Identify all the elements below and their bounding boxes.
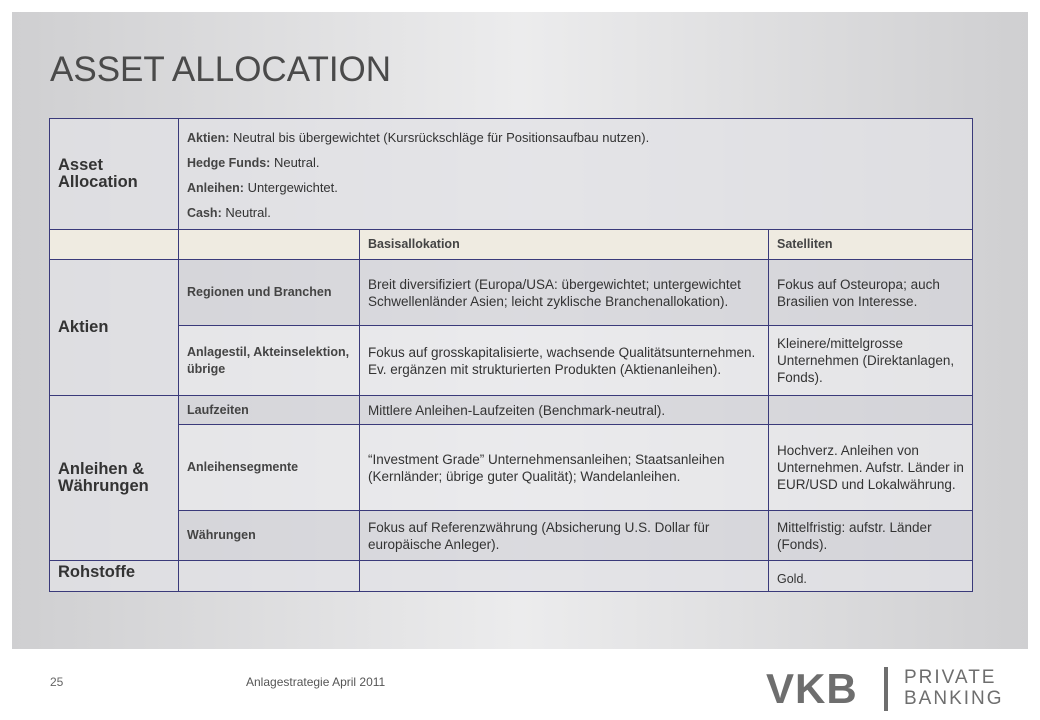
column-header-satelliten: Satelliten: [769, 230, 973, 260]
basis-cell: “Investment Grade” Unternehmensanleihen; Staatsanleihen (Kernländer; übrige guter Qualität); Wandelanleihen.: [360, 425, 769, 511]
table-row-asset-allocation: [50, 119, 973, 230]
footer-text: Anlagestrategie April 2011: [246, 675, 386, 689]
table-row: [50, 425, 973, 511]
logo-brand: VKB: [766, 665, 858, 712]
page-title: ASSET ALLOCATION: [50, 50, 392, 89]
row-label-aktien: Aktien: [50, 260, 179, 396]
sub-label: Währungen: [179, 511, 360, 561]
logo-line-banking: BANKING: [904, 688, 1004, 709]
allocation-line-aktien: Aktien: Neutral bis übergewichtet (Kursrückschläge für Positionsaufbau nutzen).: [187, 129, 650, 145]
row-label-rohstoffe: Rohstoffe: [50, 561, 179, 592]
asset-allocation-summary: [179, 119, 973, 230]
logo-divider: [884, 667, 888, 711]
table-row: [50, 511, 973, 561]
table-row: [50, 396, 973, 425]
header-empty-cell: [179, 230, 360, 260]
satellite-cell: Mittelfristig: aufstr. Länder (Fonds).: [769, 511, 973, 561]
empty-cell: [360, 561, 769, 592]
empty-cell: [179, 561, 360, 592]
column-header-basisallokation: Basisallokation: [360, 230, 769, 260]
satellite-cell: Gold.: [769, 561, 973, 592]
table-row: [50, 260, 973, 326]
basis-cell: Fokus auf Referenzwährung (Absicherung U.S. Dollar für europäische Anleger).: [360, 511, 769, 561]
allocation-line-hedge-funds: Hedge Funds: Neutral.: [187, 154, 320, 170]
sub-label: Laufzeiten: [179, 396, 360, 425]
page-number: 25: [50, 675, 64, 689]
sub-label: Anlagestil, Akteinselektion, übrige: [179, 326, 360, 396]
basis-cell: Breit diversifiziert (Europa/USA: übergewichtet; untergewichtet Schwellenländer Asien; leicht zyklische Branchenallokation).: [360, 260, 769, 326]
vkb-logo: [766, 665, 1016, 713]
satellite-cell: Kleinere/mittelgrosse Unternehmen (Direktanlagen, Fonds).: [769, 326, 973, 396]
sub-label: Anleihensegmente: [179, 425, 360, 511]
basis-cell: Fokus auf grosskapitalisierte, wachsende Qualitätsunternehmen. Ev. ergänzen mit strukturierten Produkten (Aktienanleihen).: [360, 326, 769, 396]
sub-label: Regionen und Branchen: [179, 260, 360, 326]
satellite-cell: [769, 396, 973, 425]
table-row: [50, 561, 973, 592]
satellite-cell: Hochverz. Anleihen von Unternehmen. Aufstr. Länder in EUR/USD und Lokalwährung.: [769, 425, 973, 511]
basis-cell: Mittlere Anleihen-Laufzeiten (Benchmark-neutral).: [360, 396, 769, 425]
row-label-anleihen: Anleihen & Währungen: [50, 396, 179, 561]
table-header-row: [50, 230, 973, 260]
logo-line-private: PRIVATE: [904, 667, 997, 688]
table-row: [50, 326, 973, 396]
allocation-table: [49, 118, 973, 592]
allocation-line-cash: Cash: Neutral.: [187, 204, 271, 220]
allocation-line-anleihen: Anleihen: Untergewichtet.: [187, 179, 338, 195]
header-empty-cell: [50, 230, 179, 260]
satellite-cell: Fokus auf Osteuropa; auch Brasilien von Interesse.: [769, 260, 973, 326]
asset-allocation-label: Asset Allocation: [50, 119, 179, 230]
